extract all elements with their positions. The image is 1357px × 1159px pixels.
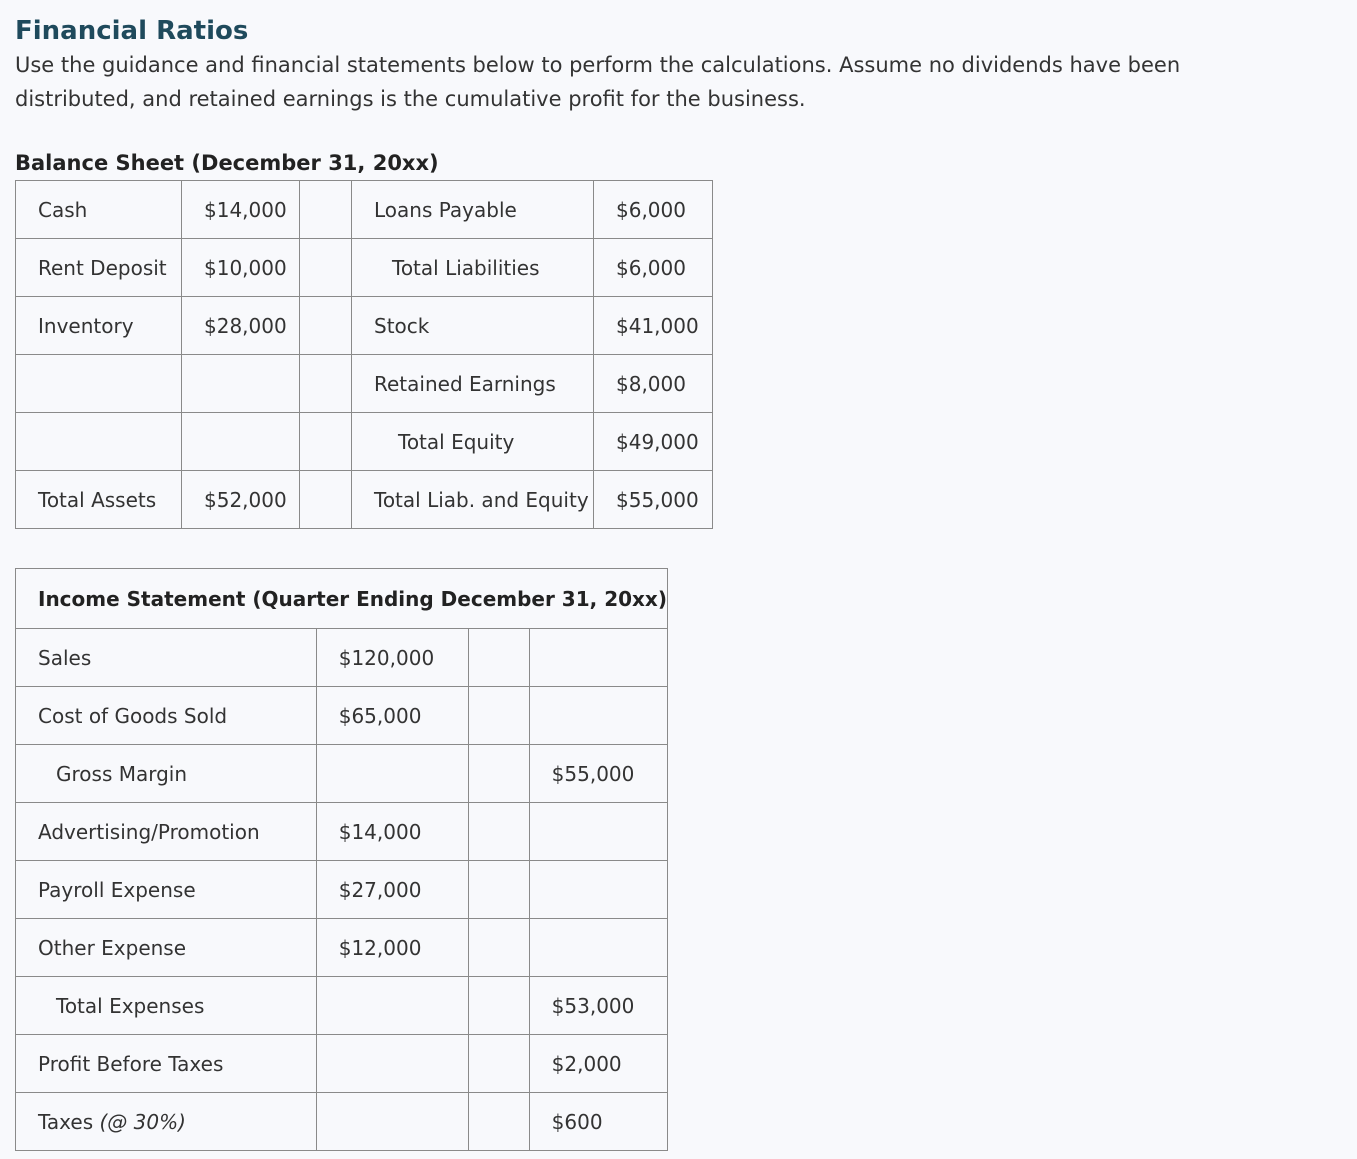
empty-cell — [469, 687, 529, 745]
line-item-total — [529, 687, 667, 745]
table-row — [16, 413, 713, 471]
asset-value: $14,000 — [182, 181, 300, 239]
empty-cell — [469, 1093, 529, 1151]
asset-value: $52,000 — [182, 471, 300, 529]
line-item-amount — [316, 745, 469, 803]
line-item-label: Gross Margin — [16, 745, 317, 803]
line-item-amount: $65,000 — [316, 687, 469, 745]
empty-cell — [300, 181, 352, 239]
liability-value: $6,000 — [594, 239, 713, 297]
table-row — [16, 977, 668, 1035]
table-row — [16, 861, 668, 919]
empty-cell — [300, 413, 352, 471]
line-item-label: Total Expenses — [16, 977, 317, 1035]
empty-cell — [300, 297, 352, 355]
liability-value: $49,000 — [594, 413, 713, 471]
table-row — [16, 355, 713, 413]
balance-sheet-heading: Balance Sheet (December 31, 20xx) — [15, 151, 439, 175]
line-item-total — [529, 803, 667, 861]
liability-label: Loans Payable — [352, 181, 594, 239]
table-row — [16, 1093, 668, 1151]
liability-value: $8,000 — [594, 355, 713, 413]
balance-sheet-table — [15, 180, 713, 529]
empty-cell — [469, 803, 529, 861]
line-item-amount — [316, 1093, 469, 1151]
asset-label — [16, 355, 182, 413]
tax-rate-note: (@ 30%) — [99, 1109, 186, 1134]
empty-cell — [469, 861, 529, 919]
table-row — [16, 1035, 668, 1093]
liability-label: Total Liabilities — [352, 239, 594, 297]
asset-value: $10,000 — [182, 239, 300, 297]
liability-label: Retained Earnings — [352, 355, 594, 413]
empty-cell — [300, 355, 352, 413]
liability-value: $6,000 — [594, 181, 713, 239]
asset-label — [16, 413, 182, 471]
empty-cell — [300, 471, 352, 529]
line-item-total: $55,000 — [529, 745, 667, 803]
empty-cell — [300, 239, 352, 297]
liability-label: Stock — [352, 297, 594, 355]
table-row — [16, 629, 668, 687]
line-item-amount: $120,000 — [316, 629, 469, 687]
income-statement-heading: Income Statement (Quarter Ending December 31, 20xx) — [16, 569, 668, 629]
table-row — [16, 687, 668, 745]
line-item-label: Sales — [16, 629, 317, 687]
asset-label: Inventory — [16, 297, 182, 355]
line-item-total: $53,000 — [529, 977, 667, 1035]
liability-label: Total Liab. and Equity — [352, 471, 594, 529]
income-statement-table — [15, 568, 668, 1151]
asset-value: $28,000 — [182, 297, 300, 355]
table-header-row — [16, 569, 668, 629]
line-item-total — [529, 919, 667, 977]
line-item-amount — [316, 1035, 469, 1093]
line-item-total: $2,000 — [529, 1035, 667, 1093]
table-row — [16, 745, 668, 803]
liability-value: $55,000 — [594, 471, 713, 529]
line-item-amount: $27,000 — [316, 861, 469, 919]
empty-cell — [469, 1035, 529, 1093]
line-item-label: Profit Before Taxes — [16, 1035, 317, 1093]
liability-value: $41,000 — [594, 297, 713, 355]
table-row — [16, 471, 713, 529]
intro-paragraph: Use the guidance and financial statements below to perform the calculations. Assume no dividends have been distributed, and retained earnings is the cumulative profit for the business. — [15, 53, 1181, 111]
line-item-label — [16, 1093, 317, 1151]
table-row — [16, 239, 713, 297]
table-row — [16, 297, 713, 355]
table-row — [16, 919, 668, 977]
asset-value — [182, 355, 300, 413]
line-item-label-text: Taxes — [38, 1109, 94, 1134]
page-title: Financial Ratios — [15, 16, 249, 46]
empty-cell — [469, 745, 529, 803]
table-row — [16, 181, 713, 239]
line-item-label: Other Expense — [16, 919, 317, 977]
line-item-amount: $12,000 — [316, 919, 469, 977]
line-item-total — [529, 629, 667, 687]
line-item-amount: $14,000 — [316, 803, 469, 861]
asset-label: Rent Deposit — [16, 239, 182, 297]
asset-label: Total Assets — [16, 471, 182, 529]
line-item-total: $600 — [529, 1093, 667, 1151]
line-item-label: Cost of Goods Sold — [16, 687, 317, 745]
empty-cell — [469, 977, 529, 1035]
empty-cell — [469, 919, 529, 977]
asset-label: Cash — [16, 181, 182, 239]
line-item-amount — [316, 977, 469, 1035]
liability-label: Total Equity — [352, 413, 594, 471]
asset-value — [182, 413, 300, 471]
line-item-label: Payroll Expense — [16, 861, 317, 919]
line-item-total — [529, 861, 667, 919]
table-row — [16, 803, 668, 861]
empty-cell — [469, 629, 529, 687]
line-item-label: Advertising/Promotion — [16, 803, 317, 861]
